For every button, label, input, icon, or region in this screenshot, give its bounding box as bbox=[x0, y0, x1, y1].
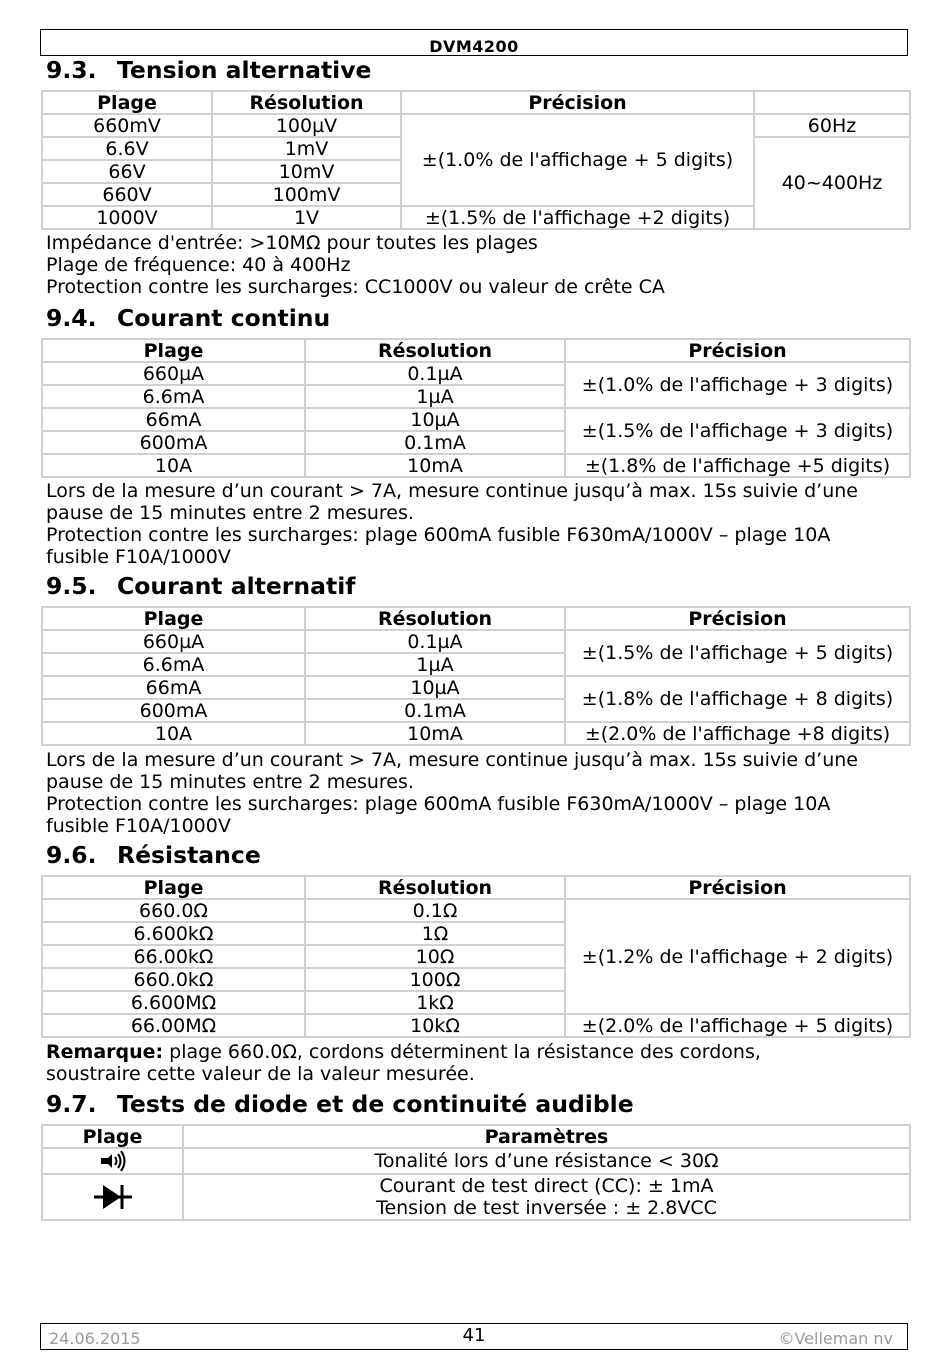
resolution-cell: 10µA bbox=[305, 408, 565, 431]
resolution-cell: 0.1mA bbox=[305, 699, 565, 722]
section-number: 9.7. bbox=[46, 1090, 97, 1118]
section-title: Tests de diode et de continuité audible bbox=[117, 1090, 634, 1118]
table-row bbox=[42, 630, 910, 653]
range-cell: 66mA bbox=[42, 676, 305, 699]
table-row bbox=[42, 454, 910, 477]
diode-continuity-table bbox=[41, 1124, 911, 1221]
resolution-cell: 1kΩ bbox=[305, 991, 565, 1014]
page-footer bbox=[40, 1323, 908, 1350]
range-cell: 66mA bbox=[42, 408, 305, 431]
parameter-cell: Tonalité lors d’une résistance < 30Ω bbox=[183, 1148, 910, 1174]
note-line: Protection contre les surcharges: plage 600mA fusible F630mA/1000V – plage 10A bbox=[46, 793, 831, 815]
section-number: 9.6. bbox=[46, 841, 97, 869]
parameter-cell bbox=[183, 1174, 910, 1220]
range-cell: 660µA bbox=[42, 362, 305, 385]
accuracy-cell: ±(1.5% de l'affichage +2 digits) bbox=[401, 206, 754, 229]
section-heading-9-4 bbox=[46, 304, 330, 332]
resolution-cell: 10mV bbox=[212, 160, 401, 183]
resistance-table bbox=[41, 875, 911, 1038]
range-cell: 10A bbox=[42, 722, 305, 745]
range-cell: 1000V bbox=[42, 206, 212, 229]
footer-copyright: ©Velleman nv bbox=[778, 1329, 893, 1348]
remark-line bbox=[46, 1041, 761, 1063]
note-line: pause de 15 minutes entre 2 mesures. bbox=[46, 502, 414, 524]
note-line: Lors de la mesure d’un courant > 7A, mesure continue jusqu’à max. 15s suivie d’une bbox=[46, 480, 858, 502]
col-header-accuracy: Précision bbox=[401, 91, 754, 114]
col-header-frequency bbox=[754, 91, 910, 114]
range-cell: 6.600MΩ bbox=[42, 991, 305, 1014]
note-line: Lors de la mesure d’un courant > 7A, mesure continue jusqu’à max. 15s suivie d’une bbox=[46, 749, 858, 771]
resolution-cell: 10Ω bbox=[305, 945, 565, 968]
table-header-row bbox=[42, 1125, 910, 1148]
resolution-cell: 1µA bbox=[305, 385, 565, 408]
ac-voltage-table bbox=[41, 90, 911, 230]
resolution-cell: 1mV bbox=[212, 137, 401, 160]
resolution-cell: 10kΩ bbox=[305, 1014, 565, 1037]
range-cell: 66.00kΩ bbox=[42, 945, 305, 968]
range-cell: 660mV bbox=[42, 114, 212, 137]
resolution-cell: 10mA bbox=[305, 454, 565, 477]
parameter-line: Courant de test direct (CC): ± 1mA bbox=[379, 1175, 714, 1197]
note-line: Impédance d'entrée: >10MΩ pour toutes les plages bbox=[46, 232, 538, 254]
accuracy-cell: ±(1.8% de l'affichage +5 digits) bbox=[565, 454, 910, 477]
resolution-cell: 100µV bbox=[212, 114, 401, 137]
table-row bbox=[42, 114, 910, 137]
section-title: Tension alternative bbox=[117, 56, 372, 84]
remark-label: Remarque: bbox=[46, 1041, 164, 1063]
accuracy-cell: ±(1.8% de l'affichage + 8 digits) bbox=[565, 676, 910, 722]
range-cell: 6.6V bbox=[42, 137, 212, 160]
accuracy-cell: ±(1.0% de l'affichage + 5 digits) bbox=[401, 114, 754, 206]
note-line: Protection contre les surcharges: CC1000V ou valeur de crête CA bbox=[46, 276, 665, 298]
header-title: DVM4200 bbox=[429, 37, 519, 56]
resolution-cell: 1V bbox=[212, 206, 401, 229]
range-cell: 660.0kΩ bbox=[42, 968, 305, 991]
resolution-cell: 1µA bbox=[305, 653, 565, 676]
section-number: 9.3. bbox=[46, 56, 97, 84]
accuracy-cell: ±(2.0% de l'affichage + 5 digits) bbox=[565, 1014, 910, 1037]
note-line: Plage de fréquence: 40 à 400Hz bbox=[46, 254, 351, 276]
range-cell: 6.600kΩ bbox=[42, 922, 305, 945]
accuracy-cell: ±(1.5% de l'affichage + 3 digits) bbox=[565, 408, 910, 454]
range-cell: 6.6mA bbox=[42, 653, 305, 676]
frequency-cell: 60Hz bbox=[754, 114, 910, 137]
col-header-accuracy: Précision bbox=[565, 339, 910, 362]
page-header bbox=[40, 29, 908, 56]
resolution-cell: 0.1µA bbox=[305, 362, 565, 385]
section-notes bbox=[46, 1041, 761, 1085]
col-header-range: Plage bbox=[42, 607, 305, 630]
table-header-row bbox=[42, 607, 910, 630]
accuracy-cell: ±(1.2% de l'affichage + 2 digits) bbox=[565, 899, 910, 1014]
footer-date: 24.06.2015 bbox=[49, 1329, 141, 1348]
resolution-cell: 10µA bbox=[305, 676, 565, 699]
frequency-cell: 40~400Hz bbox=[754, 137, 910, 229]
range-icon-cell bbox=[42, 1174, 183, 1220]
table-row bbox=[42, 899, 910, 922]
table-row bbox=[42, 408, 910, 431]
section-notes bbox=[46, 232, 665, 298]
section-title: Courant continu bbox=[117, 304, 331, 332]
col-header-resolution: Résolution bbox=[305, 876, 565, 899]
table-header-row bbox=[42, 91, 910, 114]
col-header-range: Plage bbox=[42, 91, 212, 114]
range-cell: 66.00MΩ bbox=[42, 1014, 305, 1037]
section-notes bbox=[46, 480, 858, 568]
page-number: 41 bbox=[462, 1325, 486, 1346]
range-cell: 600mA bbox=[42, 699, 305, 722]
note-line: fusible F10A/1000V bbox=[46, 815, 231, 837]
remark-text: plage 660.0Ω, cordons déterminent la résistance des cordons, bbox=[163, 1041, 761, 1063]
section-heading-9-3 bbox=[46, 56, 371, 84]
dc-current-table bbox=[41, 338, 911, 478]
resolution-cell: 0.1mA bbox=[305, 431, 565, 454]
col-header-resolution: Résolution bbox=[305, 607, 565, 630]
col-header-resolution: Résolution bbox=[212, 91, 401, 114]
col-header-range: Plage bbox=[42, 876, 305, 899]
resolution-cell: 0.1µA bbox=[305, 630, 565, 653]
ac-current-table bbox=[41, 606, 911, 746]
accuracy-cell: ±(2.0% de l'affichage +8 digits) bbox=[565, 722, 910, 745]
range-icon-cell bbox=[42, 1148, 183, 1174]
col-header-accuracy: Précision bbox=[565, 876, 910, 899]
table-row bbox=[42, 1014, 910, 1037]
table-row bbox=[42, 362, 910, 385]
table-row bbox=[42, 676, 910, 699]
table-header-row bbox=[42, 876, 910, 899]
section-number: 9.4. bbox=[46, 304, 97, 332]
range-cell: 660.0Ω bbox=[42, 899, 305, 922]
resolution-cell: 100Ω bbox=[305, 968, 565, 991]
range-cell: 6.6mA bbox=[42, 385, 305, 408]
section-number: 9.5. bbox=[46, 572, 97, 600]
note-line: pause de 15 minutes entre 2 mesures. bbox=[46, 771, 414, 793]
parameter-line: Tension de test inversée : ± 2.8VCC bbox=[376, 1197, 717, 1219]
table-row bbox=[42, 1174, 910, 1220]
section-title: Courant alternatif bbox=[117, 572, 356, 600]
col-header-accuracy: Précision bbox=[565, 607, 910, 630]
section-title: Résistance bbox=[117, 841, 261, 869]
range-cell: 66V bbox=[42, 160, 212, 183]
table-row bbox=[42, 722, 910, 745]
range-cell: 660µA bbox=[42, 630, 305, 653]
note-line: Protection contre les surcharges: plage 600mA fusible F630mA/1000V – plage 10A bbox=[46, 524, 831, 546]
range-cell: 600mA bbox=[42, 431, 305, 454]
note-line: soustraire cette valeur de la valeur mesurée. bbox=[46, 1063, 475, 1085]
resolution-cell: 10mA bbox=[305, 722, 565, 745]
continuity-beeper-icon bbox=[99, 1149, 127, 1173]
accuracy-cell: ±(1.0% de l'affichage + 3 digits) bbox=[565, 362, 910, 408]
col-header-range: Plage bbox=[42, 339, 305, 362]
note-line: fusible F10A/1000V bbox=[46, 546, 231, 568]
section-heading-9-6 bbox=[46, 841, 261, 869]
section-heading-9-7 bbox=[46, 1090, 634, 1118]
section-heading-9-5 bbox=[46, 572, 356, 600]
col-header-parameters: Paramètres bbox=[183, 1125, 910, 1148]
resolution-cell: 1Ω bbox=[305, 922, 565, 945]
range-cell: 660V bbox=[42, 183, 212, 206]
resolution-cell: 100mV bbox=[212, 183, 401, 206]
resolution-cell: 0.1Ω bbox=[305, 899, 565, 922]
table-row bbox=[42, 1148, 910, 1174]
table-header-row bbox=[42, 339, 910, 362]
range-cell: 10A bbox=[42, 454, 305, 477]
col-header-resolution: Résolution bbox=[305, 339, 565, 362]
accuracy-cell: ±(1.5% de l'affichage + 5 digits) bbox=[565, 630, 910, 676]
col-header-range: Plage bbox=[42, 1125, 183, 1148]
section-notes bbox=[46, 749, 858, 837]
diode-icon bbox=[93, 1182, 133, 1212]
